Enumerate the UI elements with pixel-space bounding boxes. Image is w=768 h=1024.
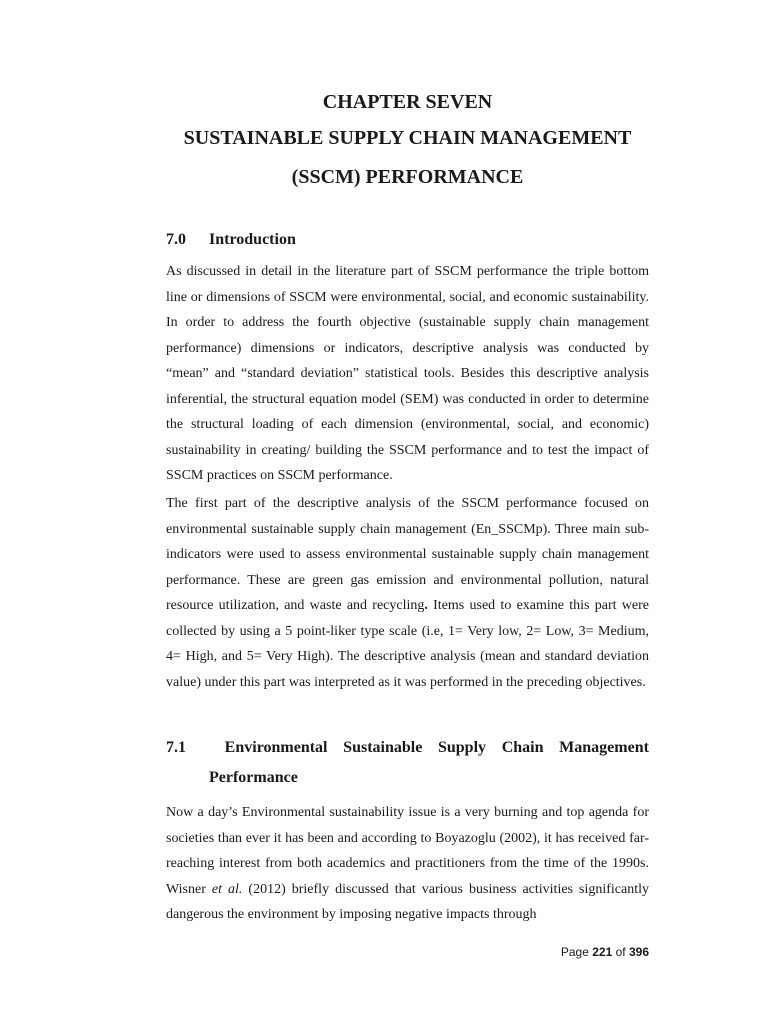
paragraph-italic: et al. (211, 881, 243, 897)
paragraph-intro-2: The first part of the descriptive analysis of the SSCM performance focused on environmental sustainable supply chain management (En_SSCMp). Three main sub-indicators were used to assess environmental sustainable supply chain management performance. These are green gas emission and environmental pollution, natural resource utilization, and waste and recycling. Items used to examine this part were collected by using a 5 point-liker type scale (i.e, 1= Very low, 2= Low, 3= Medium, 4= High, and 5= Very High). The descriptive analysis (mean and standard deviation value) under this part was interpreted as it was performed in the preceding objectives. (166, 496, 649, 690)
section-title-line2: Performance (209, 769, 298, 786)
section-number: 7.1 (166, 739, 186, 756)
chapter-label: CHAPTER SEVEN (322, 91, 493, 113)
footer-prefix: Page (560, 945, 589, 959)
section-title-word: Chain (501, 739, 544, 756)
footer-of: of (615, 945, 626, 959)
chapter-title-line1: SUSTAINABLE SUPPLY CHAIN MANAGEMENT (183, 127, 632, 149)
section-title: Introduction (209, 231, 296, 248)
current-page-number: 221 (592, 945, 613, 959)
section-heading-env (166, 733, 649, 793)
section-heading-intro (166, 225, 649, 255)
paragraph-text: Items used to examine this part were collected by using a 5 point-liker type scale (i.e, 1= Very low, 2= Low, 3= Medium, 4= High, and 5= Very High). The descriptive analysis (mean and standard deviation value) under this part was interpreted as it was performed in the preceding objectives. (166, 598, 649, 690)
section-title-word: Environmental (224, 739, 328, 756)
section-title-word: Supply (437, 739, 487, 756)
paragraph-text: Now a day’s Environmental sustainability issue is a very burning and top agenda for societies than ever it has been and according to Boyazoglu (2002), it has received far-reaching interest from both academics and practitioners from the time of the 1990s. Wisner (166, 805, 649, 897)
paragraph-text: (2012) briefly discussed that various business activities significantly dangerous the environment by imposing negative impacts through (166, 881, 650, 922)
section-title-word: Management (559, 739, 649, 756)
section-title-word: Sustainable (343, 739, 423, 756)
chapter-title-line2: (SSCM) PERFORMANCE (291, 166, 524, 188)
page-number-footer (561, 945, 649, 959)
paragraph-intro-1: As discussed in detail in the literature part of SSCM performance the triple bottom line or dimensions of SSCM were environmental, social, and economic sustainability. In order to address the fourth objective (sustainable supply chain management performance) dimensions or indicators, descriptive analysis was conducted by “mean” and “standard deviation” statistical tools. Besides this descriptive analysis inferential, the structural equation model (SEM) was conducted in order to determine the structural loading of each dimension (environmental, social, and economic) sustainability in creating/ building the SSCM performance and to test the impact of SSCM practices on SSCM performance. (166, 264, 649, 483)
total-page-count: 396 (628, 945, 649, 959)
paragraph-text: The first part of the descriptive analysis of the SSCM performance focused on environmental sustainable supply chain management (En_SSCMp). Three main sub-indicators were used to assess environmental sustainable supply chain management performance. These are green gas emission and environmental pollution, natural resource utilization, and waste and recycling (166, 496, 649, 613)
paragraph-env-1 (166, 800, 649, 928)
section-number: 7.0 (166, 231, 186, 248)
